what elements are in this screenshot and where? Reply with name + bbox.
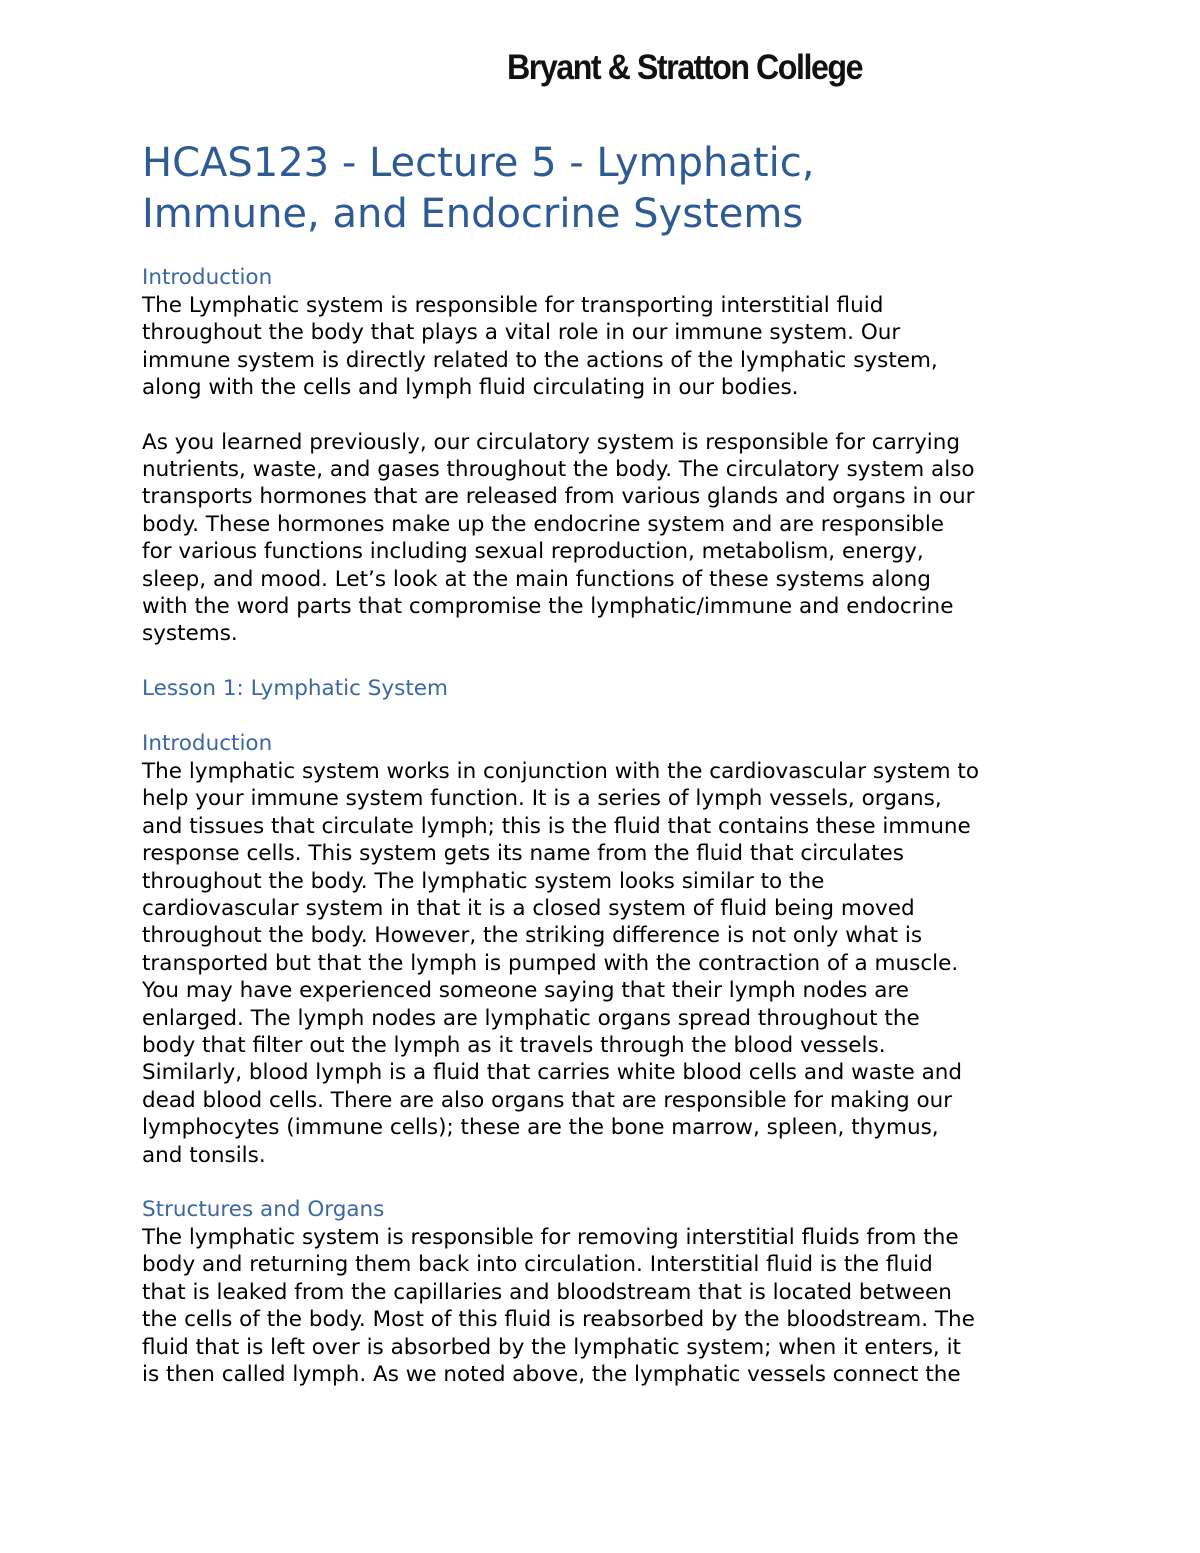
text-line: the cells of the body. Most of this fluid is reabsorbed by the bloodstream. The [142, 1307, 975, 1333]
title-line: Immune, and Endocrine Systems [142, 191, 804, 237]
text-line: body that filter out the lymph as it travels through the blood vessels. [142, 1032, 886, 1058]
document-body [142, 138, 1072, 1388]
text-line: body and returning them back into circulation. Interstitial fluid is the fluid [142, 1252, 933, 1278]
document-title [142, 138, 1072, 240]
text-line: immune system is directly related to the actions of the lymphatic system, [142, 347, 938, 373]
text-line: throughout the body that plays a vital role in our immune system. Our [142, 320, 901, 346]
text-line: and tonsils. [142, 1142, 266, 1168]
text-line: dead blood cells. There are also organs that are responsible for making our [142, 1087, 953, 1113]
logo-text: Bryant & Stratton College [507, 48, 863, 87]
text-line: help your immune system function. It is a series of lymph vessels, organs, [142, 786, 942, 812]
text-line: throughout the body. However, the striking difference is not only what is [142, 923, 923, 949]
lesson1-heading: Lesson 1: Lymphatic System [142, 675, 448, 701]
text-line: with the word parts that compromise the lymphatic/immune and endocrine [142, 594, 954, 620]
structures-heading: Structures and Organs [142, 1196, 385, 1222]
college-logo [0, 48, 1200, 88]
text-line: transported but that the lymph is pumped with the contraction of a muscle. [142, 950, 959, 976]
intro-paragraph-2 [142, 429, 1072, 648]
text-line: systems. [142, 621, 238, 647]
text-line: is then called lymph. As we noted above, the lymphatic vessels connect the [142, 1362, 961, 1387]
lesson1-intro-paragraph [142, 758, 1072, 1169]
text-line: transports hormones that are released from various glands and organs in our [142, 484, 975, 510]
text-line: The Lymphatic system is responsible for transporting interstitial fluid [142, 293, 884, 318]
text-line: body. These hormones make up the endocrine system and are responsible [142, 511, 945, 537]
text-line: Similarly, blood lymph is a fluid that carries white blood cells and waste and [142, 1060, 963, 1086]
text-line: that is leaked from the capillaries and bloodstream that is located between [142, 1279, 952, 1305]
paragraph-gap [142, 1169, 1072, 1196]
text-line: lymphocytes (immune cells); these are the bone marrow, spleen, thymus, [142, 1115, 939, 1141]
text-line: response cells. This system gets its name from the fluid that circulates [142, 841, 904, 867]
intro-paragraph-1 [142, 292, 1072, 402]
text-line: throughout the body. The lymphatic system looks similar to the [142, 868, 825, 894]
paragraph-gap [142, 703, 1072, 730]
text-line: for various functions including sexual reproduction, metabolism, energy, [142, 539, 924, 565]
intro-heading: Introduction [142, 265, 273, 290]
text-line: nutrients, waste, and gases throughout the body. The circulatory system also [142, 457, 975, 483]
structures-paragraph [142, 1224, 1072, 1388]
text-line: enlarged. The lymph nodes are lymphatic organs spread throughout the [142, 1005, 920, 1031]
paragraph-gap [142, 402, 1072, 429]
text-line: fluid that is left over is absorbed by the lymphatic system; when it enters, it [142, 1334, 961, 1360]
text-line: along with the cells and lymph fluid circulating in our bodies. [142, 375, 799, 401]
text-line: cardiovascular system in that it is a closed system of fluid being moved [142, 895, 915, 921]
text-line: As you learned previously, our circulatory system is responsible for carrying [142, 429, 961, 455]
title-line: HCAS123 - Lecture 5 - Lymphatic, [142, 140, 815, 186]
text-line: sleep, and mood. Let’s look at the main functions of these systems along [142, 566, 931, 592]
text-line: You may have experienced someone saying that their lymph nodes are [142, 978, 909, 1004]
text-line: The lymphatic system is responsible for removing interstitial fluids from the [142, 1224, 959, 1250]
text-line: and tissues that circulate lymph; this is the fluid that contains these immune [142, 813, 971, 839]
paragraph-gap [142, 648, 1072, 675]
lesson1-intro-heading: Introduction [142, 730, 273, 756]
text-line: The lymphatic system works in conjunction with the cardiovascular system to [142, 758, 980, 784]
